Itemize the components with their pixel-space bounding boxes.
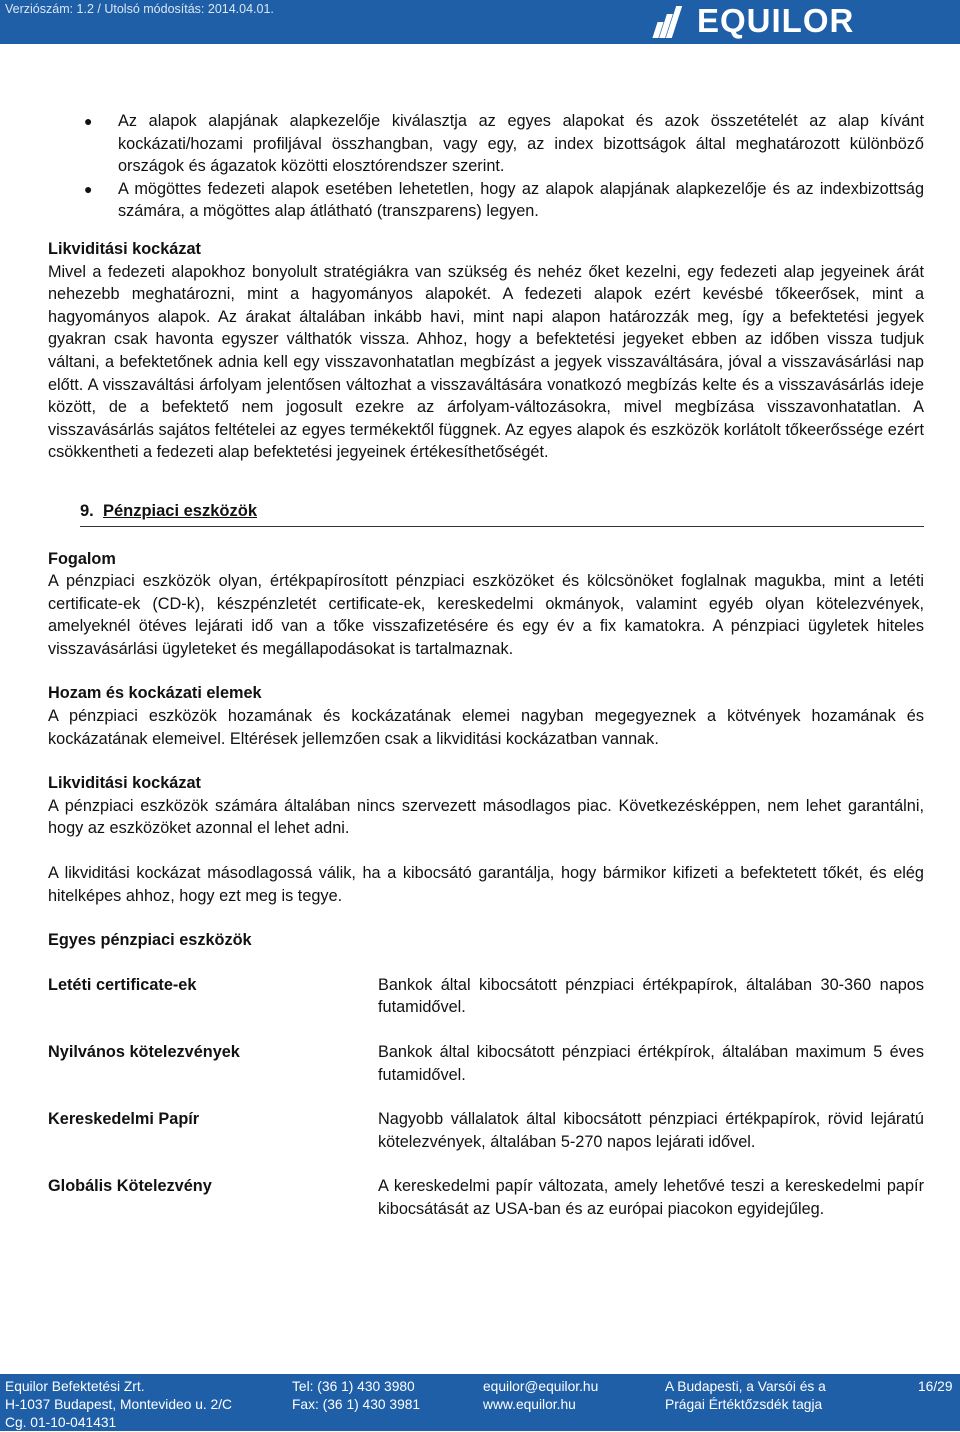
footer-contact bbox=[483, 1378, 598, 1414]
definition-term: Globális Kötelezvény bbox=[48, 1177, 212, 1196]
definition-desc: Bankok által kibocsátott pénzpiaci értékpírok, általában maximum 5 éves futamidővel. bbox=[378, 1043, 924, 1084]
concept-paragraph: A pénzpiaci eszközök olyan, értékpapírosított pénzpiaci eszközöket és kölcsönöket foglalnak magukba, mint a letéti certificate-ek (CD-k), készpénzletét certificate-ek, kereskedelmi okmányok, valamint egyéb olyan kötelezvények, amelyeknél ötéves lejárati idő van a tőke visszafizetésére és egy év a fix kamatokra. A pénzpiaci ügyletek hiteles visszavásárlási ügyleteket és megállapodásokat is tartalmaznak. bbox=[48, 572, 924, 658]
instruments-heading: Egyes pénzpiaci eszközök bbox=[48, 931, 252, 950]
document-body bbox=[48, 110, 924, 1221]
definition-desc: A kereskedelmi papír változata, amely lehetővé teszi a kereskedelmi papír kibocsátását az USA-ban és az európai piacokon egyidejűleg. bbox=[378, 1177, 924, 1218]
definition-row bbox=[48, 1041, 924, 1086]
liquidity2-paragraph-1: A pénzpiaci eszközök számára általában nincs szervezett másodlagos piac. Következésképpen, nem lehet garantálni, hogy az eszközöket azonnal el lehet adni. bbox=[48, 796, 924, 838]
footer-phone: Tel: (36 1) 430 3980 Fax: (36 1) 430 3981 bbox=[292, 1379, 421, 1412]
version-info: Verziószám: 1.2 / Utolsó módosítás: 2014.04.01. bbox=[5, 2, 274, 16]
section-name: Pénzpiaci eszközök bbox=[102, 501, 257, 520]
section-title bbox=[80, 500, 924, 527]
definition-term: Letéti certificate-ek bbox=[48, 975, 197, 994]
bullet-list bbox=[48, 110, 924, 223]
section-number: 9. bbox=[80, 501, 94, 520]
liquidity-paragraph: Mivel a fedezeti alapokhoz bonyolult stratégiákra van szükség és nehéz őket kezelni, egy fedezeti alap jegyeinek árát nehezebb meghatározni, mint a hagyományos alapokét. A fedezeti alapok ezért kevésbé tőkeerősek, mint a hagyományos alapok. Az árakat általában inkább havi, mint napi alapon határozzák meg, így a befektetési jegyek gyakran csak havonta egyszer válthatók vissza. Ahhoz, hogy a befektetési jegyeket ebben az időben vissza tudjuk váltani, a befektetőnek adnia kell egy visszavonhatatlan megbízást a jegyek visszaváltására, jóval a visszavásárlási nap előtt. A visszaváltási árfolyam jelentősen változhat a visszaváltására vonatkozó megbízás kelte és a visszavásárlás ideje között, de a befektető nem jogosult ezekre az árfolyam-változásokra, mivel megbízása visszavonhatatlan. A visszavásárlás sajátos feltételei az egyes termékektől függnek. Az egyes alapok és eszközök korlátolt tőkeerőssége ezért csökkentheti a fedezeti alap befektetési jegyeinek értékesíthetőségét. bbox=[48, 262, 924, 462]
concept-heading: Fogalom bbox=[48, 549, 116, 568]
footer-web-link[interactable]: www.equilor.hu bbox=[483, 1397, 576, 1412]
logo-text: EQUILOR bbox=[697, 2, 855, 39]
definition-row bbox=[48, 1108, 924, 1153]
list-item: ● A mögöttes fedezeti alapok esetében lehetetlen, hogy az alapok alapjának alapkezelője és az indexbizottság számára, a mögöttes alap átlátható (transzparens) legyen. bbox=[84, 179, 924, 221]
equilor-logo bbox=[655, 2, 854, 40]
bullet-icon: ● bbox=[84, 113, 93, 129]
definition-desc: Bankok által kibocsátott pénzpiaci értékpapírok, általában 30-360 napos futamidővel. bbox=[378, 975, 924, 1017]
yield-paragraph: A pénzpiaci eszközök hozamának és kockázatának elemei nagyban megegyeznek a kötvények hozamának és kockázatának elemeivel. Eltérések jellemzően csak a likviditási kockázatban vannak. bbox=[48, 707, 924, 748]
equilor-logo-mark-icon bbox=[655, 4, 689, 38]
footer-email-link[interactable]: equilor@equilor.hu bbox=[483, 1379, 599, 1394]
list-item: ● Az alapok alapjának alapkezelője kiválasztja az egyes alapokat és azok összetételét az alap kívánt kockázati/hozami profiljával összhangban, vagy egy, az index bizottságok által meghatározott különböző országok és ágazatok közötti elosztórendszer szerint. bbox=[84, 112, 924, 176]
liquidity2-heading: Likviditási kockázat bbox=[48, 774, 201, 793]
page-number: 16/29 bbox=[918, 1379, 953, 1394]
footer-membership: A Budapesti, a Varsói és a Prágai Értéktőzsdék tagja bbox=[665, 1379, 826, 1412]
definition-row bbox=[48, 974, 924, 1019]
definition-desc: Nagyobb vállalatok által kibocsátott pénzpiaci értékpapírok, rövid lejáratú kötelezvények, általában 5-270 napos lejárati idővel. bbox=[378, 1110, 924, 1151]
yield-heading: Hozam és kockázati elemek bbox=[48, 684, 262, 703]
bullet-icon: ● bbox=[84, 180, 93, 197]
footer-company: Equilor Befektetési Zrt. H-1037 Budapest, Montevideo u. 2/C Cg. 01-10-041431 bbox=[5, 1379, 233, 1430]
liquidity2-paragraph-2: A likviditási kockázat másodlagossá válik, ha a kibocsátó garantálja, hogy bármikor kifizeti a befektetett tőkét, és elég hitelképes ahhoz, hogy ezt meg is tegye. bbox=[48, 864, 924, 905]
page-footer bbox=[0, 1374, 960, 1431]
definition-term: Nyilvános kötelezvények bbox=[48, 1043, 240, 1061]
definition-term: Kereskedelmi Papír bbox=[48, 1110, 200, 1129]
page-header bbox=[0, 0, 960, 44]
liquidity-heading: Likviditási kockázat bbox=[48, 239, 201, 258]
definition-row bbox=[48, 1175, 924, 1220]
